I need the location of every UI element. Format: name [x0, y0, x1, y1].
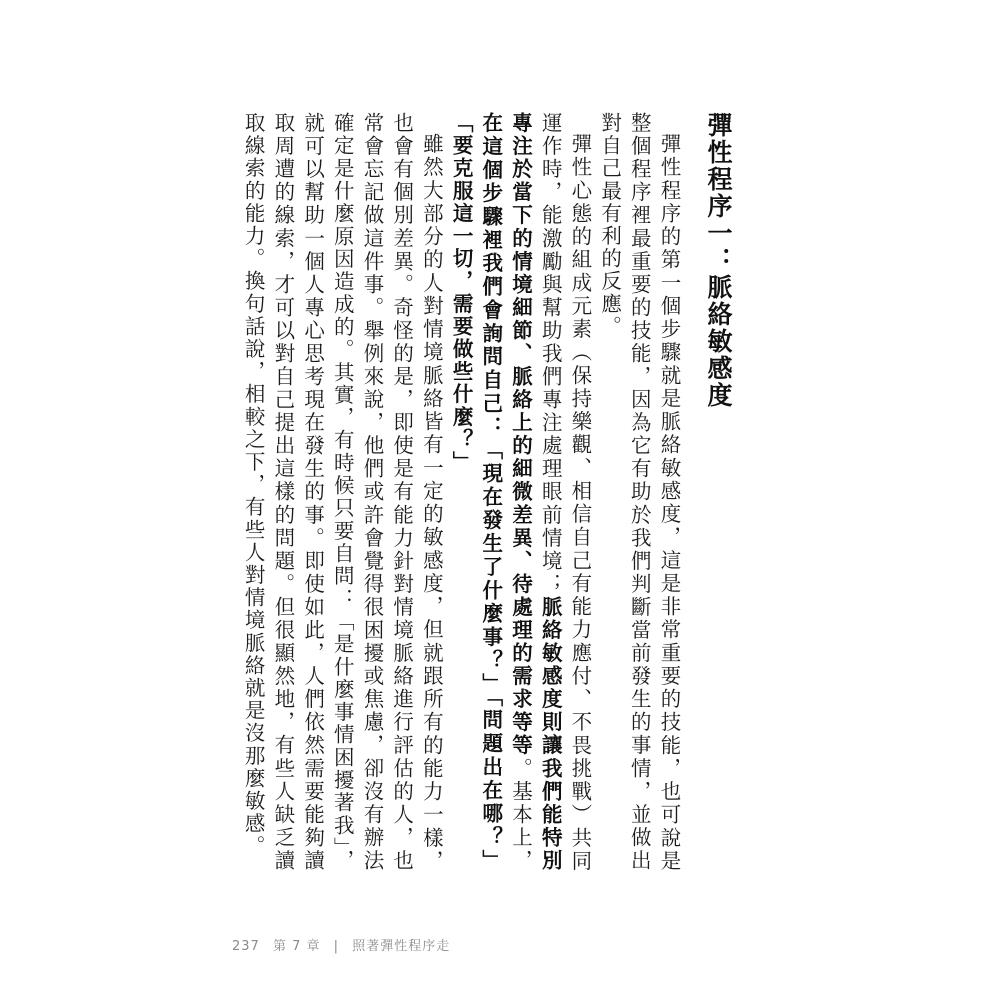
chapter-title: 照著彈性程序走: [352, 939, 451, 954]
paragraph-2-bold-d: 在這個步驟裡我們會詢問自己：「現在發生了什麼事？」「問題出在哪？」「要克服這一切，需要做些什麼？」: [449, 112, 503, 872]
page-footer: [232, 935, 458, 954]
paragraph-2: [445, 112, 594, 872]
section-heading: 彈性程序一：脈絡敏感度: [704, 112, 733, 409]
paragraph-3: 雖然大部分的人對情境脈絡皆有一定的敏感度，但就跟所有的能力一樣，也會有個別差異。奇怪的是，即使是有能力針對情境脈絡進行評估的人，也常會忘記做這件事。舉例來說，他們或許會覺得很困擾或焦慮，卻沒有辦法確定是什麼原因造成的。其實，有時候只要自問：「是什麼事情困擾著我」，就可以幫助一個人專心思考現在發生的事。即使如此，人們依然需要能夠讀取周遭的線索，才可以對自己提出這樣的問題。但很顯然地，有些人缺乏讀取線索的能力。換句話說，相較之下，有些人對情境脈絡就是沒那麼敏感。: [241, 112, 444, 872]
footer-separator: |: [333, 939, 340, 954]
page-number: 237: [232, 939, 260, 954]
paragraph-2-part-c: 。基本上，: [508, 757, 533, 872]
paragraph-2-part-a: 彈性心態的組成元素（保持樂觀、相信自己有能力應付、不畏挑戰）共同運作時，能激勵與幫助我們專注處理眼前情境；: [538, 112, 592, 872]
chapter-label: 第 7 章: [272, 939, 321, 954]
paragraph-2-bold-b: 脈絡敏感度則讓我們能特別專注於當下的情境細節、脈絡上的細微差異、待處理的需求等等: [508, 112, 563, 872]
body-text: [237, 112, 733, 872]
paragraph-1: 彈性程序的第一個步驟就是脈絡敏感度，這是非常重要的技能，也可說是整個程序裡最重要的技能，因為它有助於我們判斷當前發生的事情，並做出對自己最有利的反應。: [597, 112, 681, 872]
